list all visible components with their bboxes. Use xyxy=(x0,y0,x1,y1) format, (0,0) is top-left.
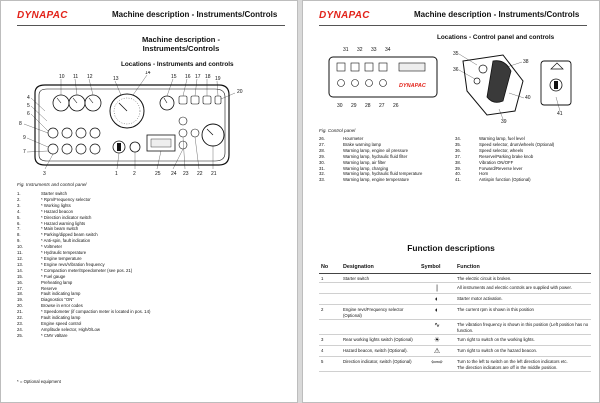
cell-no xyxy=(319,273,341,283)
legend-item-number: 18. xyxy=(17,291,23,297)
cell-symbol xyxy=(419,335,455,346)
control-legend-column-2 xyxy=(455,136,554,183)
cell-no xyxy=(319,335,341,346)
legend-item-number: 32. xyxy=(319,171,325,177)
hourmeter-26 xyxy=(399,63,425,71)
header-rule xyxy=(319,25,587,26)
legend-item-text: * Compaction meter/Speedometer (see pos. 21) xyxy=(41,267,133,273)
cell-function xyxy=(455,294,591,305)
cell-function xyxy=(455,273,591,283)
cell-designation-text: Direction indicator, switch (Optional) xyxy=(343,359,412,364)
legend-item-number: 26. xyxy=(319,136,325,141)
callout-13: 13 xyxy=(113,76,119,82)
function-table xyxy=(319,265,591,372)
legend-item-number: 40. xyxy=(455,171,461,177)
legend-item-text: * Hazard beacon xyxy=(41,208,74,214)
cell-symbol xyxy=(419,320,455,335)
legend-item-number: 27. xyxy=(319,141,325,147)
legend-item-text: Preheating lamp xyxy=(41,279,73,285)
cell-designation xyxy=(341,335,419,346)
header-rule xyxy=(17,25,285,26)
cell-no-text: 2 xyxy=(321,307,324,312)
legend-item-number: 31. xyxy=(319,165,325,171)
instrument-panel-drawing xyxy=(15,71,247,179)
rpm-selector-drawing xyxy=(130,142,140,152)
legend-item-text: * Speedometer (if compaction meter is located in pos. 14) xyxy=(41,309,151,315)
callout-5: 5 xyxy=(27,103,30,109)
legend-item-text: Reserve xyxy=(41,285,58,291)
cell-function-text: The electric circuit is broken. xyxy=(457,275,512,281)
forward-reverse-lever-drawing xyxy=(463,55,523,115)
cell-designation xyxy=(341,294,419,305)
legend-item-number: 41. xyxy=(455,177,461,183)
left-manual-page xyxy=(0,0,298,403)
legend-item-text: Warning lamp, hydraulic fluid filter xyxy=(343,153,408,159)
cell-function xyxy=(455,320,591,335)
cell-symbol xyxy=(419,294,455,305)
callout-9: 9 xyxy=(23,135,26,141)
lamp-33 xyxy=(365,63,373,71)
cell-no-text: 4 xyxy=(321,348,324,353)
legend-item-number: 30. xyxy=(319,159,325,165)
speedometer-gauge xyxy=(202,124,224,146)
callout-32: 32 xyxy=(357,47,363,53)
voltmeter-gauge xyxy=(53,95,69,111)
cell-symbol-text: ◐ xyxy=(434,296,440,303)
cell-function xyxy=(455,335,591,346)
function-table-row xyxy=(319,320,591,335)
legend-item-text: Warning lamp, hydraulic fluid temperature xyxy=(343,171,423,177)
function-table-row xyxy=(319,335,591,346)
col-no: No xyxy=(319,265,341,273)
callout-11: 11 xyxy=(73,74,79,80)
instrument-legend-list xyxy=(17,191,150,339)
cell-symbol-text: ⇦⇨ xyxy=(431,359,443,366)
callout-21: 21 xyxy=(211,171,217,177)
legend-item-text: * Fuel gauge xyxy=(41,273,66,279)
cell-no-text: 1 xyxy=(321,275,324,281)
callout-33: 33 xyxy=(371,47,377,53)
legend-item-text: * Main beam switch xyxy=(41,226,79,232)
legend-item-text: Engine speed control xyxy=(41,320,82,326)
lamp-32 xyxy=(351,63,359,71)
cell-symbol xyxy=(419,273,455,283)
cell-symbol-text: ◐ xyxy=(434,307,440,314)
legend-item-text: Fault indicating lamp xyxy=(41,291,81,297)
cell-designation-text: Hazard beacon, switch (Optional). xyxy=(343,348,408,353)
legend-item-number: 16. xyxy=(17,279,23,285)
callout-40: 40 xyxy=(525,95,531,101)
cell-function-text: The current rpm is shown in this position xyxy=(457,307,534,312)
cell-symbol-text: | xyxy=(436,285,438,292)
function-table-row xyxy=(319,305,591,320)
cell-function xyxy=(455,357,591,372)
callout-16: 16 xyxy=(185,74,191,80)
legend-item-number: 35. xyxy=(455,141,461,147)
callout-12: 12 xyxy=(87,74,93,80)
legend-item-text: Reserve/Parking brake knob xyxy=(479,153,534,159)
callout-2: 2 xyxy=(133,171,136,177)
legend-item-number: 9. xyxy=(17,238,21,244)
cell-no-text: 3 xyxy=(321,337,324,342)
legend-item-text: * Engine revs/Vibration frequency xyxy=(41,261,105,267)
legend-item-number: 5. xyxy=(17,214,21,220)
callout-24: 24 xyxy=(171,171,177,177)
fuel-gauge-small xyxy=(160,96,174,110)
panel-brand-logo: DYNAPAC xyxy=(399,83,426,89)
legend-item-number: 28. xyxy=(319,147,325,153)
legend-item-number: 15. xyxy=(17,273,23,279)
cell-designation xyxy=(341,320,419,335)
page-header xyxy=(17,9,285,23)
cell-designation-text: Starter switch xyxy=(343,275,370,281)
legend-item-number: 34. xyxy=(455,136,461,141)
page-header xyxy=(319,9,587,23)
legend-item-number: 24. xyxy=(17,326,23,332)
legend-item-text: * Engine temperature xyxy=(41,255,82,261)
legend-item-text: Forward/Reverse lever xyxy=(479,165,523,171)
cell-designation xyxy=(341,273,419,283)
legend-item-text: Speed selector, drum/wheels (Optional) xyxy=(479,141,555,147)
legend-item-text: Horn xyxy=(479,171,489,177)
cell-designation-text: Rear working lights switch (Optional) xyxy=(343,337,413,342)
cell-function xyxy=(455,305,591,320)
cell-symbol xyxy=(419,357,455,372)
callout-10: 10 xyxy=(59,74,65,80)
legend-item-text: Warning lamp, engine temperature xyxy=(343,177,409,183)
col-designation: Designation xyxy=(341,265,419,273)
callout-27: 27 xyxy=(379,103,385,109)
cell-symbol xyxy=(419,283,455,294)
legend-item-number: 37. xyxy=(455,153,461,159)
cell-function-text: Turn right to switch on the working lights. xyxy=(457,337,535,342)
lamp-34 xyxy=(379,63,387,71)
legend-item-text: * Direction indicator switch xyxy=(41,214,92,220)
legend-item-text: Starter switch xyxy=(41,191,68,196)
callout-25: 25 xyxy=(155,171,161,177)
cell-symbol xyxy=(419,346,455,357)
legend-item-number: 3. xyxy=(17,202,21,208)
function-table-row xyxy=(319,357,591,372)
hydraulic-temperature-gauge xyxy=(69,95,85,111)
legend-item-text: Antispin function (Optional) xyxy=(479,177,531,183)
engine-temperature-gauge xyxy=(85,95,101,111)
legend-item-text: * CMV vältare xyxy=(41,332,68,338)
figure-caption: Fig. Instruments and control panel xyxy=(17,182,87,187)
legend-item-number: 2. xyxy=(17,196,21,202)
col-function: Function xyxy=(455,265,591,273)
cell-symbol xyxy=(419,305,455,320)
legend-item-text: * Hydraulic temperature xyxy=(41,250,87,256)
callout-3: 3 xyxy=(43,171,46,177)
legend-item xyxy=(455,177,554,183)
legend-item-text: Brake warning lamp xyxy=(343,141,381,147)
dynapac-logo: DYNAPAC xyxy=(17,10,68,21)
legend-item-text: * Voltmeter xyxy=(41,244,63,250)
callout-18: 18 xyxy=(205,74,211,80)
legend-item-number: 38. xyxy=(455,159,461,165)
cell-function-text: Starter motor activation. xyxy=(457,296,503,301)
legend-item-text: Fault indicating lamp xyxy=(41,315,81,321)
callout-34: 34 xyxy=(385,47,391,53)
legend-item-number: 13. xyxy=(17,261,23,267)
legend-item-number: 21. xyxy=(17,309,23,315)
legend-item-number: 20. xyxy=(17,303,23,309)
legend-item-number: 29. xyxy=(319,153,325,159)
legend-item-number: 4. xyxy=(17,208,21,214)
lcd-display-drawing xyxy=(147,135,175,151)
cell-no xyxy=(319,346,341,357)
control-panel-drawing xyxy=(317,41,589,125)
header-title: Machine description - Instruments/Controls xyxy=(414,10,580,19)
callout-7: 7 xyxy=(23,149,26,155)
cell-no xyxy=(319,283,341,294)
cell-no xyxy=(319,305,341,320)
cell-function-text: Turn to the left to switch on the left direction indicators etc. xyxy=(457,359,568,364)
callout-30: 30 xyxy=(337,103,343,109)
legend-item-text: * Parking/dipped beam switch xyxy=(41,232,98,238)
callout-23: 23 xyxy=(183,171,189,177)
cell-symbol-text: ☀ xyxy=(433,337,441,344)
callout-29: 29 xyxy=(351,103,357,109)
callout-1: 1 xyxy=(115,171,118,177)
legend-item-number: 8. xyxy=(17,232,21,238)
col-symbol: Symbol xyxy=(419,265,455,273)
subsection-title: Locations - Instruments and controls xyxy=(121,61,234,68)
section-title-line-2: Instruments/Controls xyxy=(142,44,220,53)
figure-caption: Fig. Control panel xyxy=(319,128,356,133)
cell-function-text: Turn right to switch on the hazard beacon. xyxy=(457,348,538,353)
callout-4: 4 xyxy=(27,95,30,101)
function-table-header xyxy=(319,265,591,273)
legend-item-number: 11. xyxy=(17,250,23,256)
legend-item-number: 12. xyxy=(17,255,23,261)
legend-item-number: 33. xyxy=(319,177,325,183)
legend-item-number: 1. xyxy=(17,191,21,196)
legend-item-number: 22. xyxy=(17,315,23,321)
legend-item-number: 36. xyxy=(455,147,461,153)
cell-no xyxy=(319,294,341,305)
legend-item-number: 10. xyxy=(17,244,23,250)
legend-item-number: 14. xyxy=(17,267,23,273)
callout-35: 35 xyxy=(453,51,459,57)
legend-item-number: 7. xyxy=(17,226,21,232)
legend-item-text: * Rpm/Frequency selector xyxy=(41,196,91,202)
legend-item-text: Speed selector, wheels xyxy=(479,147,524,153)
callout-14: 14 xyxy=(145,71,151,76)
cell-designation xyxy=(341,283,419,294)
cell-function-note: The direction indicators are off in the middle position. xyxy=(457,364,558,370)
control-panel-figure xyxy=(317,41,589,125)
legend-item-text: Diagnostics "ON" xyxy=(41,297,74,303)
cell-no xyxy=(319,357,341,372)
function-table-row xyxy=(319,346,591,357)
callout-20: 20 xyxy=(237,89,243,95)
dynapac-logo: DYNAPAC xyxy=(319,10,370,21)
callout-15: 15 xyxy=(171,74,177,80)
legend-item-text: * Working lights xyxy=(41,202,71,208)
callout-41: 41 xyxy=(557,111,563,117)
cell-function-text: All instruments and electric controls are supplied with power. xyxy=(457,285,572,290)
section-title-line-1: Machine description - xyxy=(141,35,221,44)
callout-28: 28 xyxy=(365,103,371,109)
callout-36: 36 xyxy=(453,67,459,73)
cell-designation xyxy=(341,357,419,372)
legend-item-text: Browse in error codes xyxy=(41,303,83,309)
callout-8: 8 xyxy=(19,121,22,127)
cell-designation xyxy=(341,305,419,320)
callout-39: 39 xyxy=(501,119,507,125)
callout-22: 22 xyxy=(197,171,203,177)
section-title xyxy=(121,35,241,53)
legend-item-text: Warning lamp, fuel level xyxy=(479,136,525,141)
legend-item-number: 6. xyxy=(17,220,21,226)
cell-symbol-text: ∿ xyxy=(434,322,440,329)
legend-item-number: 17. xyxy=(17,285,23,291)
optional-footnote: * = Optional equipment xyxy=(17,379,61,384)
legend-item-text: Amplitude selector, High/0/Low xyxy=(41,326,100,332)
header-title: Machine description - Instruments/Controls xyxy=(112,10,278,19)
cell-function xyxy=(455,283,591,294)
legend-item-text: Hourmeter xyxy=(343,136,364,141)
cell-designation xyxy=(341,346,419,357)
cell-function-text: The vibration frequency is shown in this position (Left position has no function. xyxy=(457,322,589,333)
antispin-switch-drawing xyxy=(541,61,571,105)
lamp-31 xyxy=(337,63,345,71)
legend-item-number: 19. xyxy=(17,297,23,303)
cell-designation-text: Engine revs/Frequency selector (Optional) xyxy=(343,307,404,318)
legend-item-text: * Anti-spin, fault indication xyxy=(41,238,91,244)
subsection-title: Locations - Control panel and controls xyxy=(437,34,555,41)
callout-6: 6 xyxy=(27,111,30,117)
callout-26: 26 xyxy=(393,103,399,109)
function-table-row xyxy=(319,283,591,294)
engine-revs-gauge xyxy=(110,94,144,128)
legend-item-text: Warning lamp, air filter xyxy=(343,159,386,165)
legend-item-text: Warning lamp, charging xyxy=(343,165,389,171)
callout-31: 31 xyxy=(343,47,349,53)
control-legend-column-1 xyxy=(319,136,422,183)
callout-38: 38 xyxy=(523,59,529,65)
legend-item-number: 23. xyxy=(17,320,23,326)
cell-no xyxy=(319,320,341,335)
cell-symbol-text: ⚠ xyxy=(433,348,441,355)
instrument-panel-figure xyxy=(15,71,247,179)
function-descriptions-title: Function descriptions xyxy=(407,243,495,253)
function-table-row xyxy=(319,273,591,283)
callout-17: 17 xyxy=(195,74,201,80)
function-table-row xyxy=(319,294,591,305)
legend-item-number: 25. xyxy=(17,332,23,338)
cell-no-text: 5 xyxy=(321,359,324,364)
legend-item xyxy=(319,177,422,183)
legend-item-text: Vibration ON/OFF xyxy=(479,159,514,165)
legend-item-text: * Hazard warning lights xyxy=(41,220,86,226)
legend-item-number: 39. xyxy=(455,165,461,171)
legend-item xyxy=(17,333,150,339)
callout-19: 19 xyxy=(215,76,221,82)
starter-switch-drawing xyxy=(113,141,125,153)
function-table-body xyxy=(319,273,591,372)
legend-item-text: Warning lamp, engine oil pressure xyxy=(343,147,409,153)
right-manual-page xyxy=(302,0,600,403)
cell-function xyxy=(455,346,591,357)
